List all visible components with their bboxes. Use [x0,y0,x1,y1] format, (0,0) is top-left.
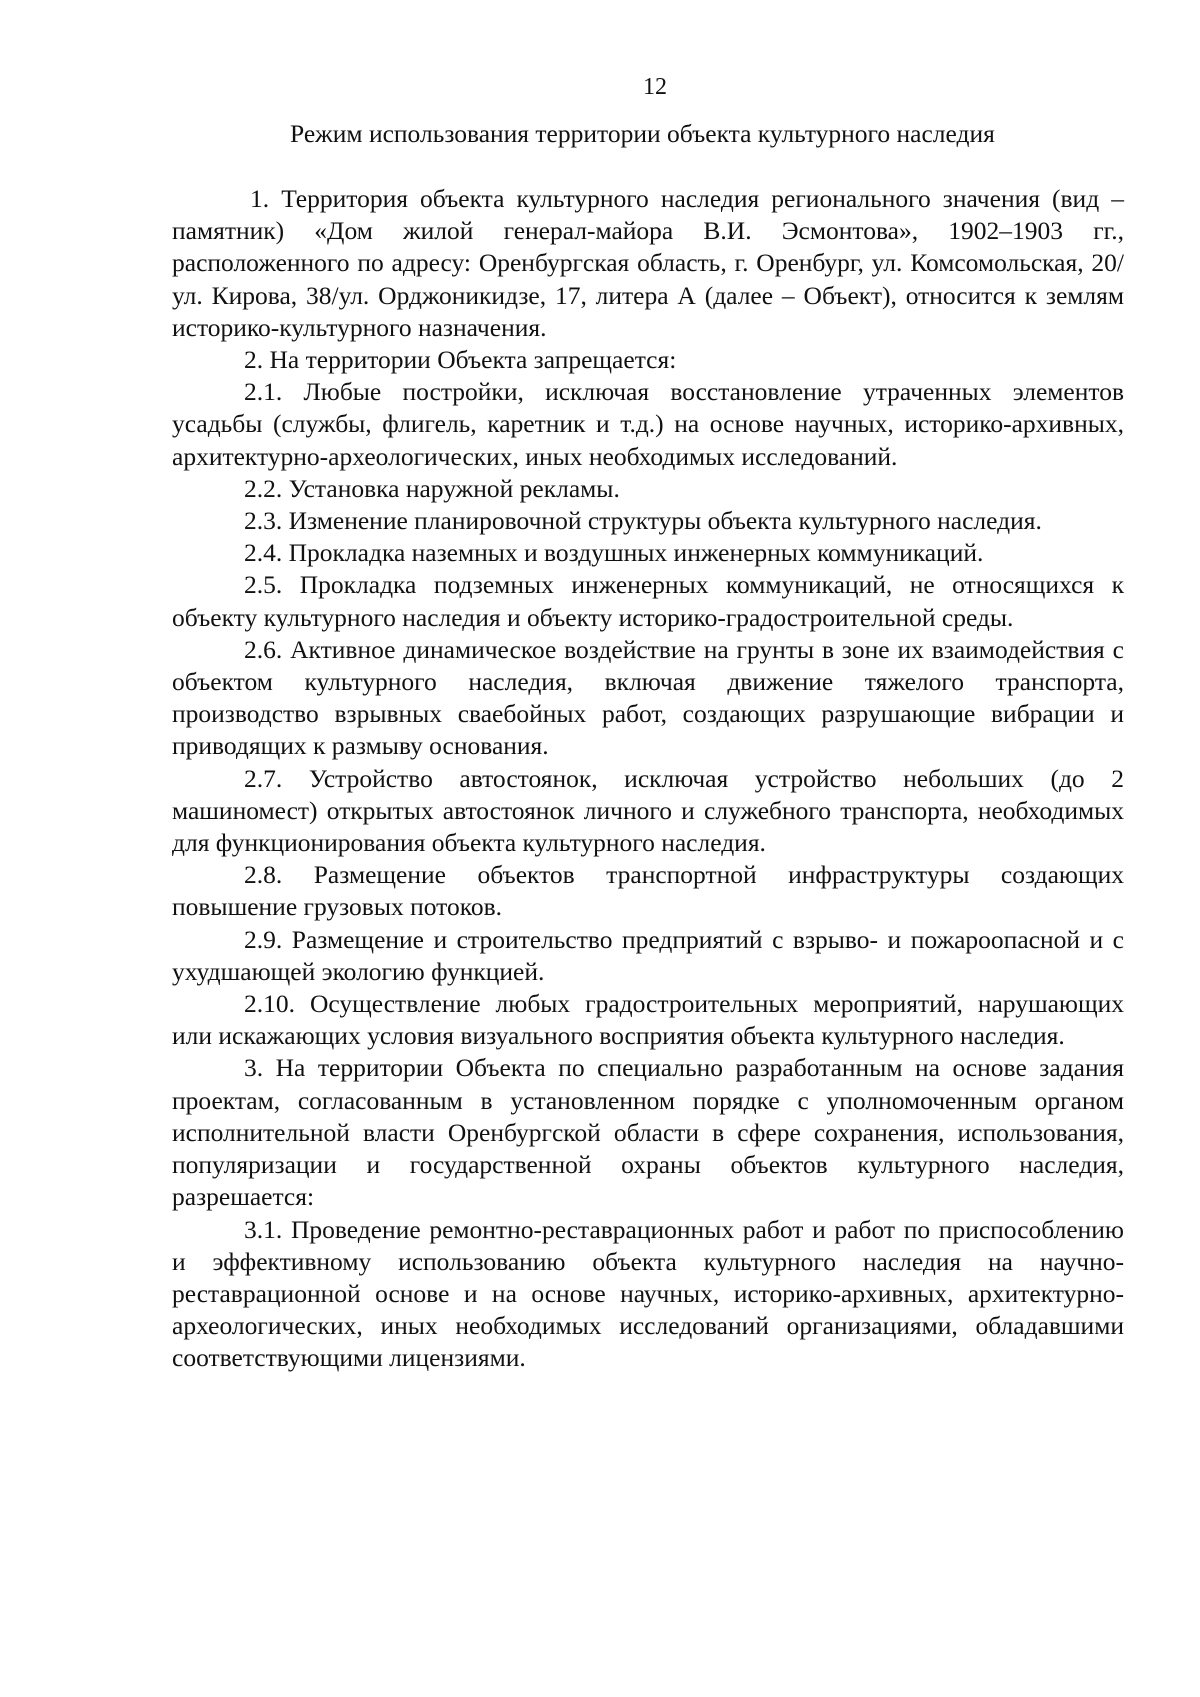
paragraph-2-5: 2.5. Прокладка подземных инженерных коммуникаций, не относящихся к объекту культурного наследия и объекту историко-градостроительной среды. [172,570,1124,632]
paragraph-3-1: 3.1. Проведение ремонтно-реставрационных работ и работ по приспособлению и эффективному использованию объекта культурного наследия на научно-реставрационной основе и на основе научных, историко-архивных, архитектурно-археологических, иных необходимых исследований организациями, обладавшими соответствующими лицензиями. [172,1214,1124,1373]
document-body [172,183,1124,1375]
paragraph-2-10: 2.10. Осуществление любых градостроительных мероприятий, нарушающих или искажающих условия визуального восприятия объекта культурного наследия. [172,989,1124,1051]
document-heading: Режим использования территории объекта культурного наследия [290,119,995,148]
paragraph-3: 3. На территории Объекта по специально разработанным на основе задания проектам, согласованным в установленном порядке с уполномоченным органом исполнительной власти Оренбургской области в сфере сохранения, использования, популяризации и государственной охраны объектов культурного наследия, разрешается: [172,1053,1124,1212]
page-number: 12 [643,74,667,100]
paragraph-2-7: 2.7. Устройство автостоянок, исключая устройство небольших (до 2 машиномест) открытых автостоянок личного и служебного транспорта, необходимых для функционирования объекта культурного наследия. [172,763,1124,858]
paragraph-2-8: 2.8. Размещение объектов транспортной инфраструктуры создающих повышение грузовых потоков. [172,860,1124,922]
paragraph-2-6: 2.6. Активное динамическое воздействие на грунты в зоне их взаимодействия с объектом культурного наследия, включая движение тяжелого транспорта, производство взрывных сваебойных работ, создающих разрушающие вибрации и приводящих к размыву основания. [172,634,1124,761]
paragraph-2-1: 2.1. Любые постройки, исключая восстановление утраченных элементов усадьбы (службы, флигель, каретник и т.д.) на основе научных, историко-архивных, архитектурно-археологических, иных необходимых исследований. [172,377,1124,471]
paragraph-2: 2. На территории Объекта запрещается: [244,345,677,375]
paragraph-1: 1. Территория объекта культурного наследия регионального значения (вид – памятник) «Дом жилой генерал-майора В.И. Эсмонтова», 1902–1903 гг., расположенного по адресу: Оренбургская область, г. Оренбург, ул. Комсомольская, 20/ул. Кирова, 38/ул. Орджоникидзе, 17, литера А (далее – Объект), относится к землям историко-культурного назначения. [172,184,1124,342]
paragraph-2-4: 2.4. Прокладка наземных и воздушных инженерных коммуникаций. [244,538,984,568]
paragraph-2-9: 2.9. Размещение и строительство предприятий с взрыво- и пожароопасной и с ухудшающей экологию функцией. [172,924,1124,986]
paragraph-2-3: 2.3. Изменение планировочной структуры объекта культурного наследия. [244,506,1042,536]
paragraph-2-2: 2.2. Установка наружной рекламы. [244,473,620,503]
